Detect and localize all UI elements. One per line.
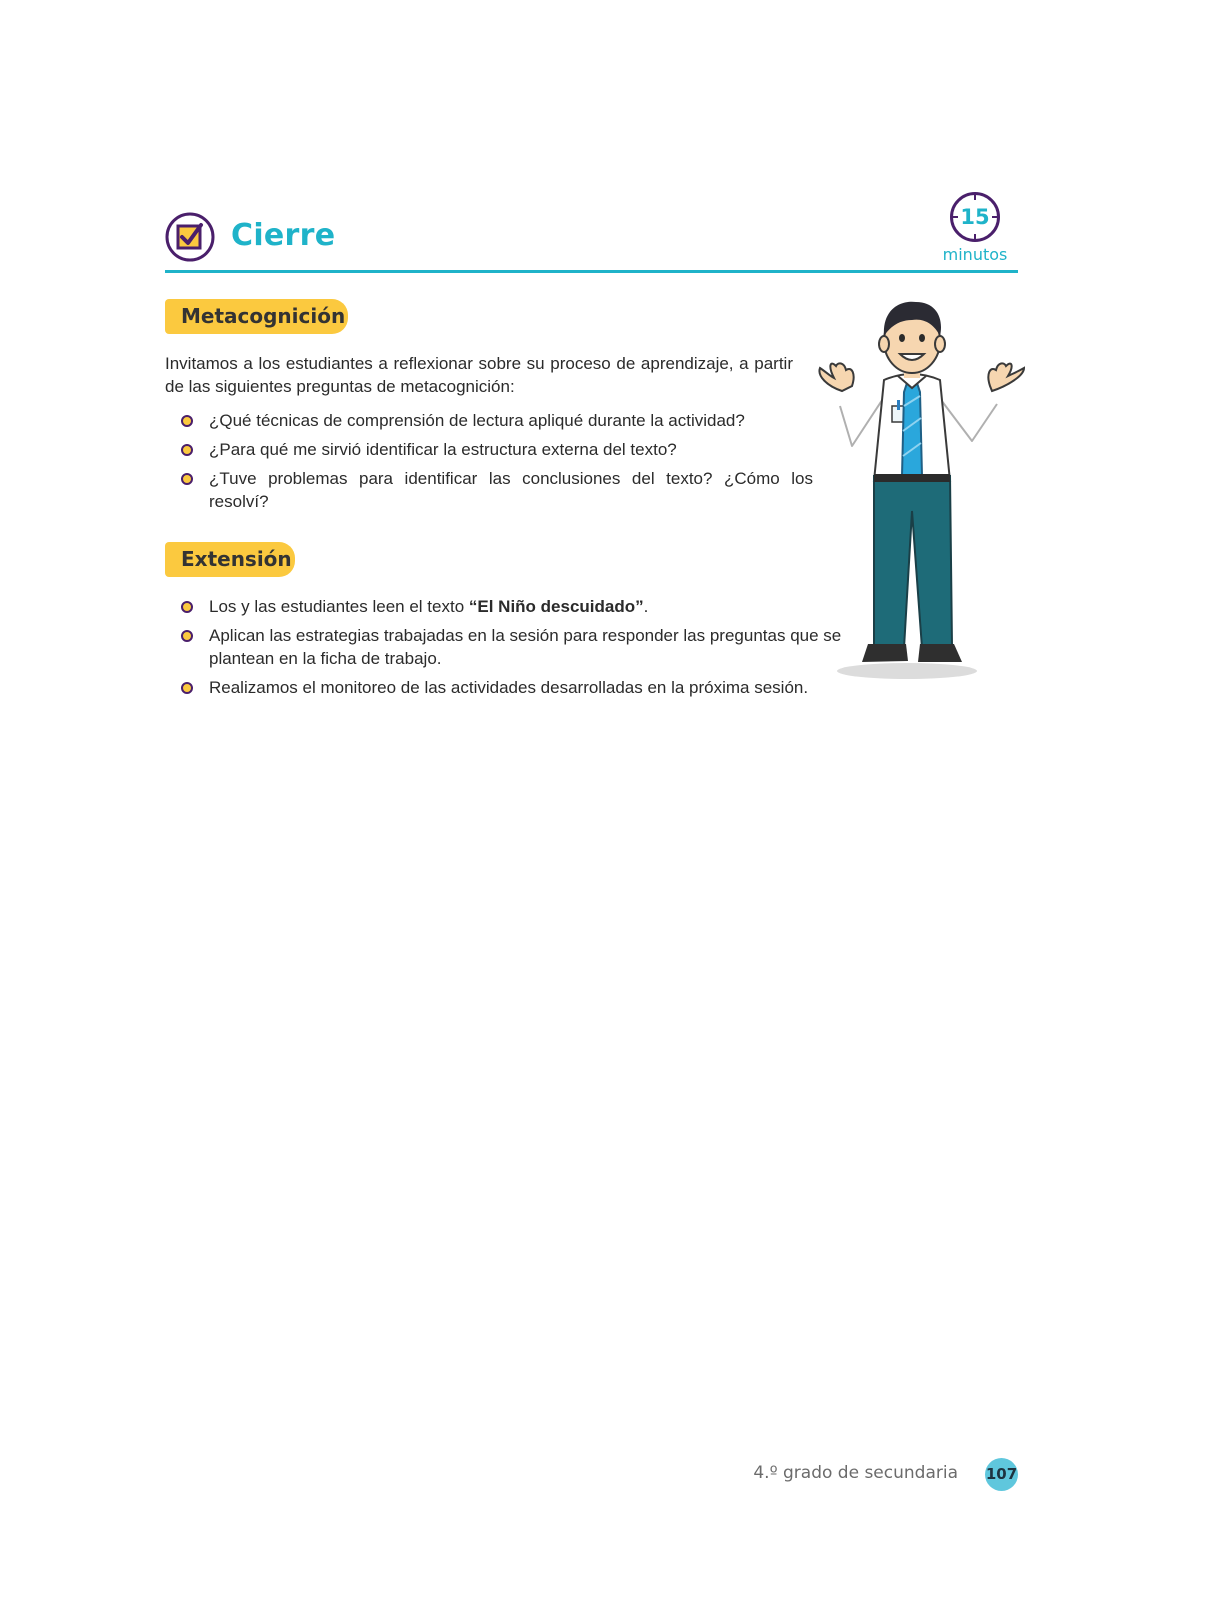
list-item: Aplican las estrategias trabajadas en la sesión para responder las preguntas que se plantean en la ficha de trabajo. <box>181 624 861 670</box>
extension-heading: Extensión <box>165 542 295 577</box>
timer-unit: minutos <box>942 245 1008 264</box>
bullet-icon <box>181 415 193 427</box>
list-item: ¿Qué técnicas de comprensión de lectura apliqué durante la actividad? <box>181 409 813 432</box>
timer-icon <box>935 192 1035 268</box>
text-title: “El Niño descuidado” <box>468 597 644 616</box>
list-item: Realizamos el monitoreo de las actividades desarrolladas en la próxima sesión. <box>181 676 861 699</box>
bullet-icon <box>181 473 193 485</box>
list-item: ¿Para qué me sirvió identificar la estructura externa del texto? <box>181 438 813 461</box>
bullet-icon <box>181 630 193 642</box>
teacher-illustration <box>812 296 1032 691</box>
bullet-icon <box>181 682 193 694</box>
metacognicion-heading: Metacognición <box>165 299 348 334</box>
metacognicion-list <box>181 409 813 519</box>
list-item: Los y las estudiantes leen el texto “El Niño descuidado”. <box>181 595 861 618</box>
bullet-icon <box>181 444 193 456</box>
header-divider <box>165 270 1018 273</box>
page-number: 107 <box>985 1458 1018 1491</box>
metacognicion-intro: Invitamos a los estudiantes a reflexionar sobre su proceso de aprendizaje, a partir de las siguientes preguntas de metacognición: <box>165 354 793 396</box>
checkbox-icon <box>165 212 215 262</box>
section-header <box>165 192 1018 276</box>
grade-label: 4.º grado de secundaria <box>753 1463 958 1483</box>
extension-list <box>181 595 861 705</box>
bullet-icon <box>181 601 193 613</box>
section-title: Cierre <box>231 218 336 253</box>
timer-value: 15 <box>960 205 990 229</box>
list-item: ¿Tuve problemas para identificar las conclusiones del texto? ¿Cómo los resolví? <box>181 467 813 513</box>
